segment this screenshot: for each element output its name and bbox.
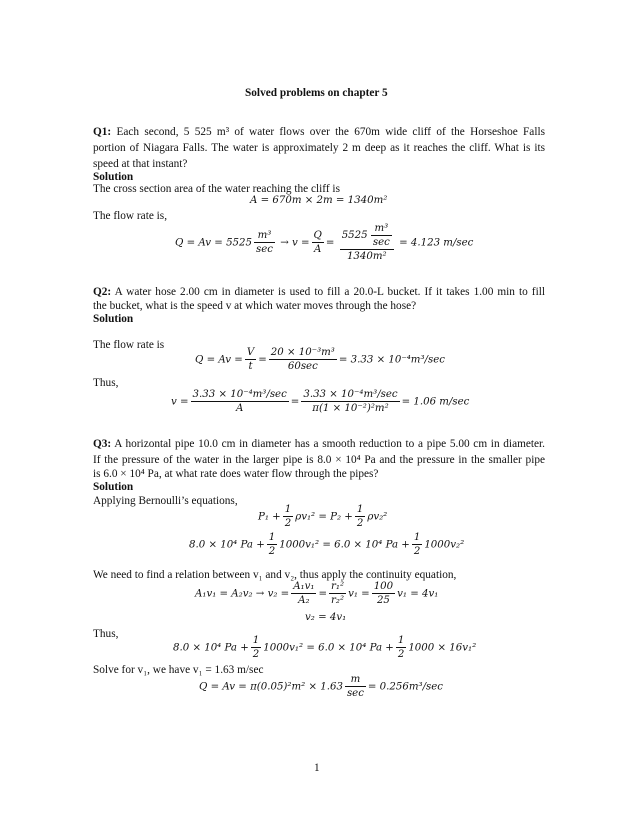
q1-line3: speed at that instant?	[93, 158, 188, 170]
q1-solution-text1: The cross section area of the water reaching the cliff is	[93, 183, 340, 195]
q2-label: Q2:	[93, 286, 112, 298]
q3-solution-label: Solution	[93, 481, 134, 493]
q1-label: Q1:	[93, 126, 112, 138]
q1-line1	[93, 125, 545, 139]
q3-solution-text4: Solve for v₁, we have v₁ = 1.63 m/sec	[93, 664, 264, 676]
q1-line2: portion of Niagara Falls. The water is approximately 2 m deep as it reaches the cliff. What is its	[93, 142, 545, 154]
q2-line2: the bucket, what is the speed v at which water moves through the hose?	[93, 300, 417, 312]
page-title: Solved problems on chapter 5	[245, 87, 388, 99]
q3-equation-flow-rate: Q = Av = π(0.05)²m² × 1.63 $\frac{m}{\sec}$ = 0.256m³/sec	[199, 674, 443, 699]
q1-solution-label: Solution	[93, 171, 134, 183]
q1-text1: Each second, 5 525 m³ of water flows over the 670m wide cliff of the Horseshoe Falls	[111, 126, 545, 138]
q3-solution-text3: Thus,	[93, 628, 119, 640]
q1-equation-area: A = 670m × 2m = 1340m²	[250, 195, 388, 206]
q3-equation-bernoulli: P₁ + $\frac{1}{2}$ ρv₁² = P₂ + $\frac{1}{2}$ ρv₂²	[258, 504, 388, 529]
q3-line2: If the pressure of the water in the larger pipe is 8.0 × 10⁴ Pa and the pressure in the smaller pipe	[93, 454, 545, 466]
q1-eq2-unit-fraction: $\frac{\text{m³}}{\sec}$	[256, 230, 273, 255]
q2-line1: Q2: A water hose 2.00 cm in diameter is used to fill a 20.0-L bucket. If it takes 1.00 min to fill	[93, 286, 545, 298]
q1-eq2-big-fraction: 5525 $\frac{\text{m³}}{\sec}$ 1340m²	[340, 222, 394, 263]
q3-line3: is 6.0 × 10⁴ Pa, at what rate does water flow through the pipes?	[93, 468, 379, 480]
page-number: 1	[314, 762, 320, 774]
q2-solution-label: Solution	[93, 313, 134, 325]
q3-label: Q3:	[93, 438, 112, 450]
q3-equation-v2: v₂ = 4v₁	[305, 612, 347, 623]
q3-equation-continuity: A₁v₁ = A₂v₂ → v₂ = $\frac{\text{A₁v₁}}{\text{A₂}}$ = $\frac{\text{r₁²}}{\text{r₂²}}$ v₁ = $\frac{100}{25}$ v₁ = 4v₁	[195, 581, 439, 606]
q2-solution-text1: The flow rate is	[93, 339, 165, 351]
q2-equation-flow: Q = Av = $\frac{V}{t}$ = $\frac{\text{20 × 10⁻³m³}}{60\sec}$ = 3.33 × 10⁻⁴m³/sec	[195, 347, 445, 372]
q2-equation-velocity: v = $\frac{\text{3.33 × 10⁻⁴m³/sec}}{A}$ = $\frac{\text{3.33 × 10⁻⁴m³/sec}}{\text{π(1 × 10⁻²)²m²}}$ = 1.06 m/sec	[171, 389, 470, 414]
q3-solution-text1: Applying Bernoulli’s equations,	[93, 495, 238, 507]
q3-equation-bernoulli-values: 8.0 × 10⁴ Pa + $\frac{1}{2}$ 1000v₁² = 6.0 × 10⁴ Pa + $\frac{1}{2}$ 1000v₂²	[189, 532, 465, 557]
q3-equation-substituted: 8.0 × 10⁴ Pa + $\frac{1}{2}$ 1000v₁² = 6.0 × 10⁴ Pa + $\frac{1}{2}$ 1000 × 16v₁²	[173, 635, 477, 660]
q1-eq2-result: = 4.123 m/sec	[399, 237, 474, 249]
q1-eq2-b: → v =	[280, 237, 310, 249]
q2-solution-text2: Thus,	[93, 377, 119, 389]
q1-solution-text2: The flow rate is,	[93, 210, 168, 222]
q1-eq2-q-over-a: $\frac{Q}{A}$	[313, 230, 322, 255]
q1-equation-flow: Q = Av = 5525 $\frac{\text{m³}}{\sec}$ → v = $\frac{Q}{A}$ = 5525 $\frac{\text{m³}}{\sec}$ 1340m² = 4.123 m/sec	[175, 223, 474, 262]
q1-eq2-a: Q = Av = 5525	[175, 237, 253, 249]
q3-solution-text2: We need to find a relation between v₁ and v₂, thus apply the continuity equation,	[93, 569, 457, 581]
q3-line1: Q3: A horizontal pipe 10.0 cm in diameter has a smooth reduction to a pipe 5.00 cm in diameter.	[93, 438, 545, 450]
